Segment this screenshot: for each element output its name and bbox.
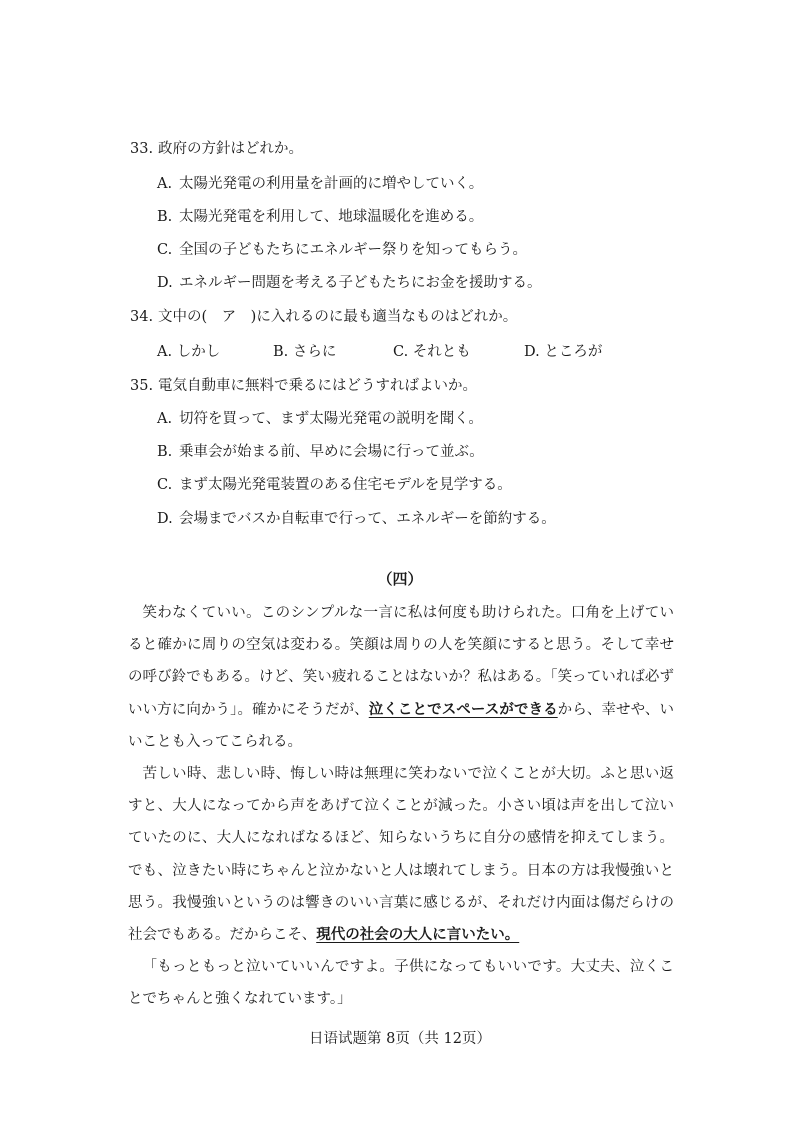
option-33-c — [157, 238, 527, 259]
passage-paragraph-3 — [128, 951, 674, 1015]
option-35-d — [157, 507, 556, 528]
option-text: 切符を買って、まず太陽光発電の説明を聞く。 — [179, 411, 483, 427]
passage-text: から、幸せや、いいことも入ってこられる。 — [128, 701, 674, 750]
option-34-b — [273, 340, 336, 361]
section-title: （四） — [377, 570, 423, 588]
option-label: C. — [393, 344, 409, 360]
option-label: A. — [157, 411, 173, 427]
option-text: エネルギー問題を考える子どもたちにお金を援助する。 — [179, 275, 542, 291]
option-label: B. — [157, 444, 173, 460]
question-35 — [130, 374, 477, 395]
option-text: 乗車会が始まる前、早めに会場に行って並ぶ。 — [179, 444, 484, 460]
option-label: B. — [157, 209, 173, 225]
option-text: しかし — [176, 344, 221, 360]
option-label: C. — [157, 477, 173, 493]
reading-passage — [128, 597, 674, 1016]
option-35-c — [157, 473, 512, 494]
option-33-a — [157, 172, 483, 193]
question-stem: 政府の方針はどれか。 — [158, 141, 303, 157]
option-label: D. — [157, 511, 173, 527]
passage-text: 苦しい時、悲しい時、悔しい時は無理に笑わないで泣くことが大切。ふと思い返すと、大人になってから声をあげて泣くことが減った。小さい頃は声を出して泣いていたのに、大人になればなるほど、知らないうちに自分の感情を抑えてしまう。でも、泣きたい時にちゃんと泣かないと人は壊れてしまう。日本の方は我慢強いと思う。我慢強いというのは響きのいい言葉に感じるが、それだけ内面は傷だらけの社会でもある。だからこそ、 — [128, 766, 674, 944]
option-label: B. — [273, 344, 289, 360]
page-footer: 日语试题第 8页（共 12页） — [309, 1031, 491, 1047]
underlined-phrase: 泣くことでスペースができる — [368, 700, 558, 718]
option-label: D. — [524, 344, 540, 360]
question-number: 34. — [130, 309, 154, 325]
option-text: まず太陽光発電装置のある住宅モデルを見学する。 — [179, 477, 512, 493]
option-text: 全国の子どもたちにエネルギー祭りを知ってもらう。 — [179, 242, 527, 258]
option-text: それとも — [412, 344, 471, 360]
option-label: A. — [157, 176, 173, 192]
option-34-a — [157, 340, 220, 361]
question-33 — [130, 137, 303, 158]
option-label: D. — [157, 275, 173, 291]
option-label: C. — [157, 242, 173, 258]
underlined-phrase: 現代の社会の大人に言いたい。 — [316, 926, 520, 944]
question-34 — [130, 305, 517, 326]
question-stem: 文中の( ア )に入れるのに最も適当なものはどれか。 — [158, 309, 518, 325]
option-text: さらに — [292, 344, 337, 360]
passage-paragraph-1 — [128, 597, 674, 758]
passage-paragraph-2 — [128, 758, 674, 951]
question-number: 33. — [130, 141, 154, 157]
option-text: ところが — [544, 344, 603, 360]
option-label: A. — [157, 344, 173, 360]
question-stem: 電気自動車に無料で乗るにはどうすればよいか。 — [158, 378, 477, 394]
option-35-b — [157, 440, 484, 461]
option-text: 太陽光発電を利用して、地球温暖化を進める。 — [179, 209, 484, 225]
passage-text: 「もっともっと泣いていいんですよ。子供になってもいいです。大丈夫、泣くことでちゃんと強くなれています。」 — [128, 959, 674, 1008]
option-33-d — [157, 271, 542, 292]
option-text: 太陽光発電の利用量を計画的に増やしていく。 — [179, 176, 484, 192]
question-number: 35. — [130, 378, 154, 394]
option-34-d — [524, 340, 602, 361]
option-text: 会場までバスか自転車で行って、エネルギーを節約する。 — [179, 511, 556, 527]
option-33-b — [157, 205, 483, 226]
passage-text: 笑わなくていい。このシンプルな一言に私は何度も助けられた。口角を上げていると確かに周りの空気は変わる。笑顔は周りの人を笑顔にすると思う。そして幸せの呼び鈴でもある。けど、笑い疲れることはないか？私はある。「笑っていれば必ずいい方に向かう」。確かにそうだが、 — [128, 605, 674, 718]
option-35-a — [157, 407, 483, 428]
option-34-c — [393, 340, 471, 361]
